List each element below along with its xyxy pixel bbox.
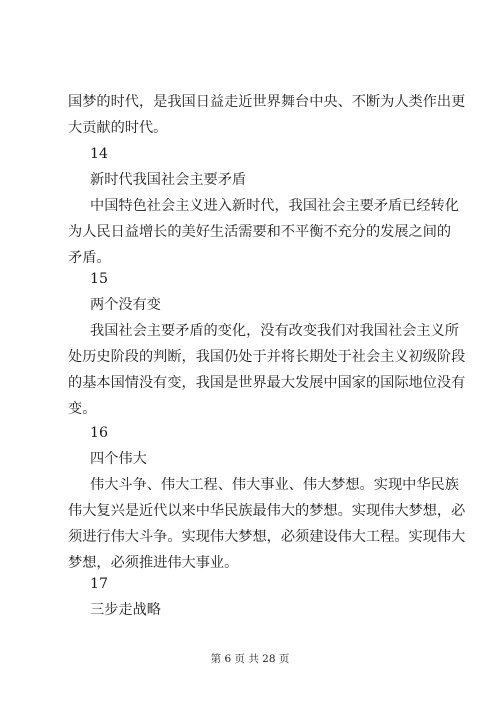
text-line: 梦想，必须推进伟大事业。 xyxy=(68,555,239,571)
text-line: 变。 xyxy=(68,401,97,417)
section-heading: 两个没有变 xyxy=(90,297,161,313)
text-line: 国梦的时代，是我国日益走近世界舞台中央、不断为人类作出更 xyxy=(68,94,466,110)
text-line: 为人民日益增长的美好生活需要和不平衡不充分的发展之间的 xyxy=(68,224,452,240)
text-line: 矛盾。 xyxy=(68,250,111,266)
section-15 xyxy=(68,266,466,422)
text-line: 中国特色社会主义进入新时代，我国社会主要矛盾已经转化 xyxy=(90,198,459,214)
section-number: 15 xyxy=(90,271,109,287)
page-footer: 第 6 页 共 28 页 xyxy=(210,653,290,665)
text-line: 我国社会主要矛盾的变化，没有改变我们对我国社会主义所 xyxy=(90,323,459,339)
section-17 xyxy=(68,571,440,623)
text-line: 伟大斗争、伟大工程、伟大事业、伟大梦想。实现中华民族 xyxy=(90,477,459,493)
paragraph-continued xyxy=(68,89,466,141)
text-line: 处历史阶段的判断，我国仍处于并将长期处于社会主义初级阶段 xyxy=(68,349,466,365)
text-line: 须进行伟大斗争。实现伟大梦想，必须建设伟大工程。实现伟大 xyxy=(68,529,466,545)
text-line: 大贡献的时代。 xyxy=(68,120,168,136)
section-heading: 三步走战略 xyxy=(90,602,161,618)
section-16 xyxy=(68,420,466,576)
text-line: 伟大复兴是近代以来中华民族最伟大的梦想。实现伟大梦想，必 xyxy=(68,503,466,519)
section-heading: 新时代我国社会主要矛盾 xyxy=(90,172,247,188)
text-line: 的基本国情没有变，我国是世界最大发展中国家的国际地位没有 xyxy=(68,375,466,391)
section-number: 17 xyxy=(90,576,109,592)
section-14 xyxy=(68,141,459,271)
section-number: 16 xyxy=(90,425,109,441)
section-heading: 四个伟大 xyxy=(90,451,147,467)
section-number: 14 xyxy=(90,146,109,162)
